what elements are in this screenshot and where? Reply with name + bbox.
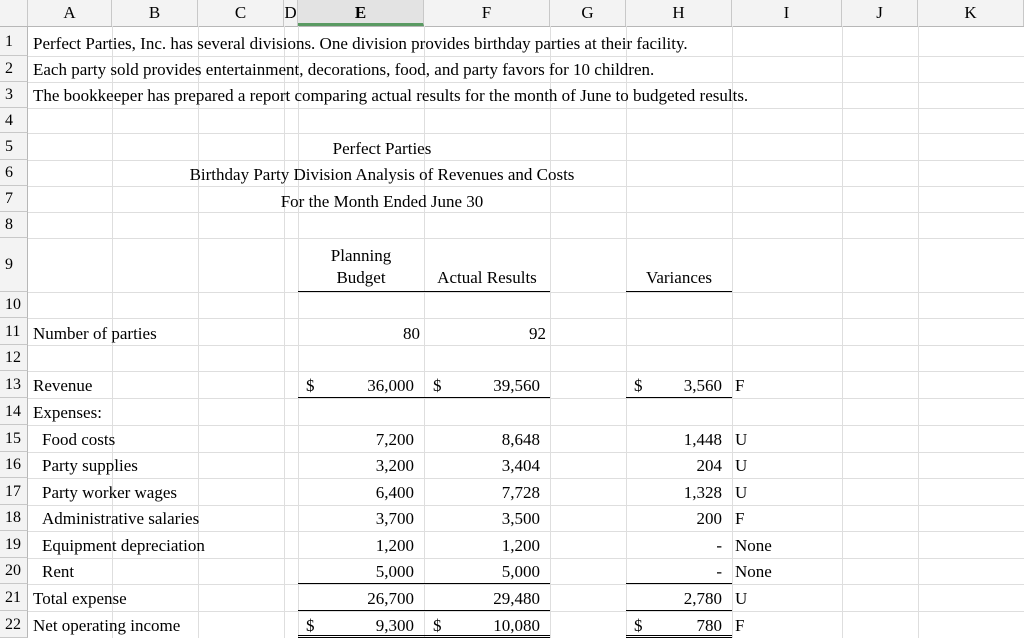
row-header-18[interactable]: 18 [0,505,28,531]
header-planning[interactable]: Planning [330,246,392,265]
grid-line [28,611,1024,612]
grid-line [28,108,1024,109]
expense-flag-food[interactable]: U [735,430,748,449]
grid-line [28,531,1024,532]
expense-variance-rent[interactable]: - [716,562,722,581]
expense-label-food[interactable]: Food costs [42,430,116,449]
expense-flag-depreciation[interactable]: None [735,536,772,555]
grid-line [28,186,1024,187]
rent-underline [626,583,732,584]
noi-actual-currency[interactable]: $ [433,616,442,635]
expense-budget-salaries[interactable]: 3,700 [375,509,414,528]
row-header-12[interactable]: 12 [0,345,28,371]
parties-label[interactable]: Number of parties [33,324,157,343]
expense-variance-food[interactable]: 1,448 [683,430,722,449]
row-header-1[interactable]: 1 [0,27,28,56]
grid-line [28,558,1024,559]
grid-line [550,26,551,638]
expense-actual-supplies[interactable]: 3,404 [501,456,540,475]
expense-budget-rent[interactable]: 5,000 [375,562,414,581]
total-underline [298,610,550,611]
expense-label-supplies[interactable]: Party supplies [42,456,138,475]
header-budget[interactable]: Budget [336,268,386,287]
grid-line [28,212,1024,213]
expense-flag-salaries[interactable]: F [735,509,745,528]
column-header-j[interactable]: J [842,0,918,26]
revenue-underline [626,397,732,398]
grid-line [28,505,1024,506]
expense-flag-supplies[interactable]: U [735,456,748,475]
expense-budget-depreciation[interactable]: 1,200 [375,536,414,555]
expense-label-salaries[interactable]: Administrative salaries [42,509,200,528]
column-header-b[interactable]: B [112,0,198,26]
row-header-2[interactable]: 2 [0,56,28,82]
revenue-variance[interactable]: 3,560 [683,376,722,395]
row-header-20[interactable]: 20 [0,558,28,584]
grid-line [28,318,1024,319]
row-header-6[interactable]: 6 [0,160,28,186]
row-header-19[interactable]: 19 [0,531,28,558]
expense-budget-wages[interactable]: 6,400 [375,483,414,502]
column-header-k[interactable]: K [918,0,1024,26]
row-header-5[interactable]: 5 [0,133,28,160]
grid-line [732,26,733,638]
grid-line [28,584,1024,585]
noi-label[interactable]: Net operating income [33,616,181,635]
total-actual[interactable]: 29,480 [493,589,540,608]
expense-flag-rent[interactable]: None [735,562,772,581]
column-header-h[interactable]: H [626,0,732,26]
column-header-d[interactable]: D [284,0,298,26]
grid-line [28,452,1024,453]
noi-variance-currency[interactable]: $ [634,616,643,635]
row-header-9[interactable]: 9 [0,238,28,292]
row-header-11[interactable]: 11 [0,318,28,345]
revenue-flag[interactable]: F [735,376,745,395]
expense-flag-wages[interactable]: U [735,483,748,502]
revenue-budget[interactable]: 36,000 [367,376,414,395]
revenue-actual[interactable]: 39,560 [493,376,540,395]
noi-budget-currency[interactable]: $ [306,616,315,635]
header-actual[interactable]: Actual Results [437,268,537,287]
revenue-label[interactable]: Revenue [33,376,93,395]
expense-budget-food[interactable]: 7,200 [375,430,414,449]
grid-line [28,478,1024,479]
grid-line [28,425,1024,426]
rent-underline [298,583,550,584]
grid-line [28,371,1024,372]
total-budget[interactable]: 26,700 [367,589,414,608]
column-header-i[interactable]: I [732,0,842,26]
parties-budget[interactable]: 80 [403,324,420,343]
row-header-7[interactable]: 7 [0,186,28,212]
expenses-label[interactable]: Expenses: [33,403,102,422]
report-company[interactable]: Perfect Parties [332,139,432,158]
intro-line-3[interactable]: The bookkeeper has prepared a report comparing actual results for the month of June to budgeted results. [33,86,749,105]
grid-line [28,82,1024,83]
report-title[interactable]: Birthday Party Division Analysis of Revenues and Costs [189,165,575,184]
expense-variance-salaries[interactable]: 200 [696,509,722,528]
revenue-actual-currency[interactable]: $ [433,376,442,395]
expense-variance-wages[interactable]: 1,328 [683,483,722,502]
expense-variance-depreciation[interactable]: - [716,536,722,555]
grid-line [28,345,1024,346]
revenue-budget-currency[interactable]: $ [306,376,315,395]
column-header-c[interactable]: C [198,0,284,26]
expense-actual-depreciation[interactable]: 1,200 [501,536,540,555]
grid-line [28,160,1024,161]
total-variance[interactable]: 2,780 [683,589,722,608]
row-header-17[interactable]: 17 [0,478,28,505]
column-header-a[interactable]: A [28,0,112,26]
column-header-f[interactable]: F [424,0,550,26]
revenue-variance-currency[interactable]: $ [634,376,643,395]
intro-line-2[interactable]: Each party sold provides entertainment, decorations, food, and party favors for 10 children. [33,60,655,79]
expense-actual-wages[interactable]: 7,728 [501,483,540,502]
column-header-g[interactable]: G [550,0,626,26]
expense-label-depreciation[interactable]: Equipment depreciation [42,536,205,555]
grid-line [284,26,285,638]
report-period[interactable]: For the Month Ended June 30 [280,192,484,211]
expense-label-wages[interactable]: Party worker wages [42,483,178,502]
total-flag[interactable]: U [735,589,748,608]
header-variances[interactable]: Variances [645,268,713,287]
grid-line [28,56,1024,57]
row-header-10[interactable]: 10 [0,292,28,318]
expense-label-rent[interactable]: Rent [42,562,75,581]
header-underline [626,291,732,292]
column-header-e[interactable]: E [298,0,424,26]
corner-cell[interactable] [0,0,28,26]
row-header-8[interactable]: 8 [0,212,28,238]
row-header-4[interactable]: 4 [0,108,28,133]
total-underline [626,610,732,611]
expense-variance-supplies[interactable]: 204 [696,456,722,475]
noi-variance[interactable]: 780 [696,616,722,635]
grid-line [28,133,1024,134]
noi-flag[interactable]: F [735,616,745,635]
expense-actual-salaries[interactable]: 3,500 [501,509,540,528]
row-header-3[interactable]: 3 [0,82,28,108]
header-underline [298,291,550,292]
row-header-16[interactable]: 16 [0,452,28,478]
expense-actual-rent[interactable]: 5,000 [501,562,540,581]
total-label[interactable]: Total expense [33,589,127,608]
row-header-13[interactable]: 13 [0,371,28,398]
grid-line [918,26,919,638]
row-header-14[interactable]: 14 [0,398,28,425]
intro-line-1[interactable]: Perfect Parties, Inc. has several divisions. One division provides birthday parties at their facility. [33,34,688,53]
expense-actual-food[interactable]: 8,648 [501,430,540,449]
noi-actual[interactable]: 10,080 [493,616,540,635]
grid-line [28,398,1024,399]
row-header-15[interactable]: 15 [0,425,28,452]
row-header-21[interactable]: 21 [0,584,28,611]
expense-budget-supplies[interactable]: 3,200 [375,456,414,475]
parties-actual[interactable]: 92 [529,324,546,343]
grid-line [842,26,843,638]
revenue-underline [298,397,550,398]
noi-budget[interactable]: 9,300 [375,616,414,635]
grid-line [28,238,1024,239]
row-header-22[interactable]: 22 [0,611,28,638]
grid-line [28,292,1024,293]
column-header-bar [0,0,1024,27]
